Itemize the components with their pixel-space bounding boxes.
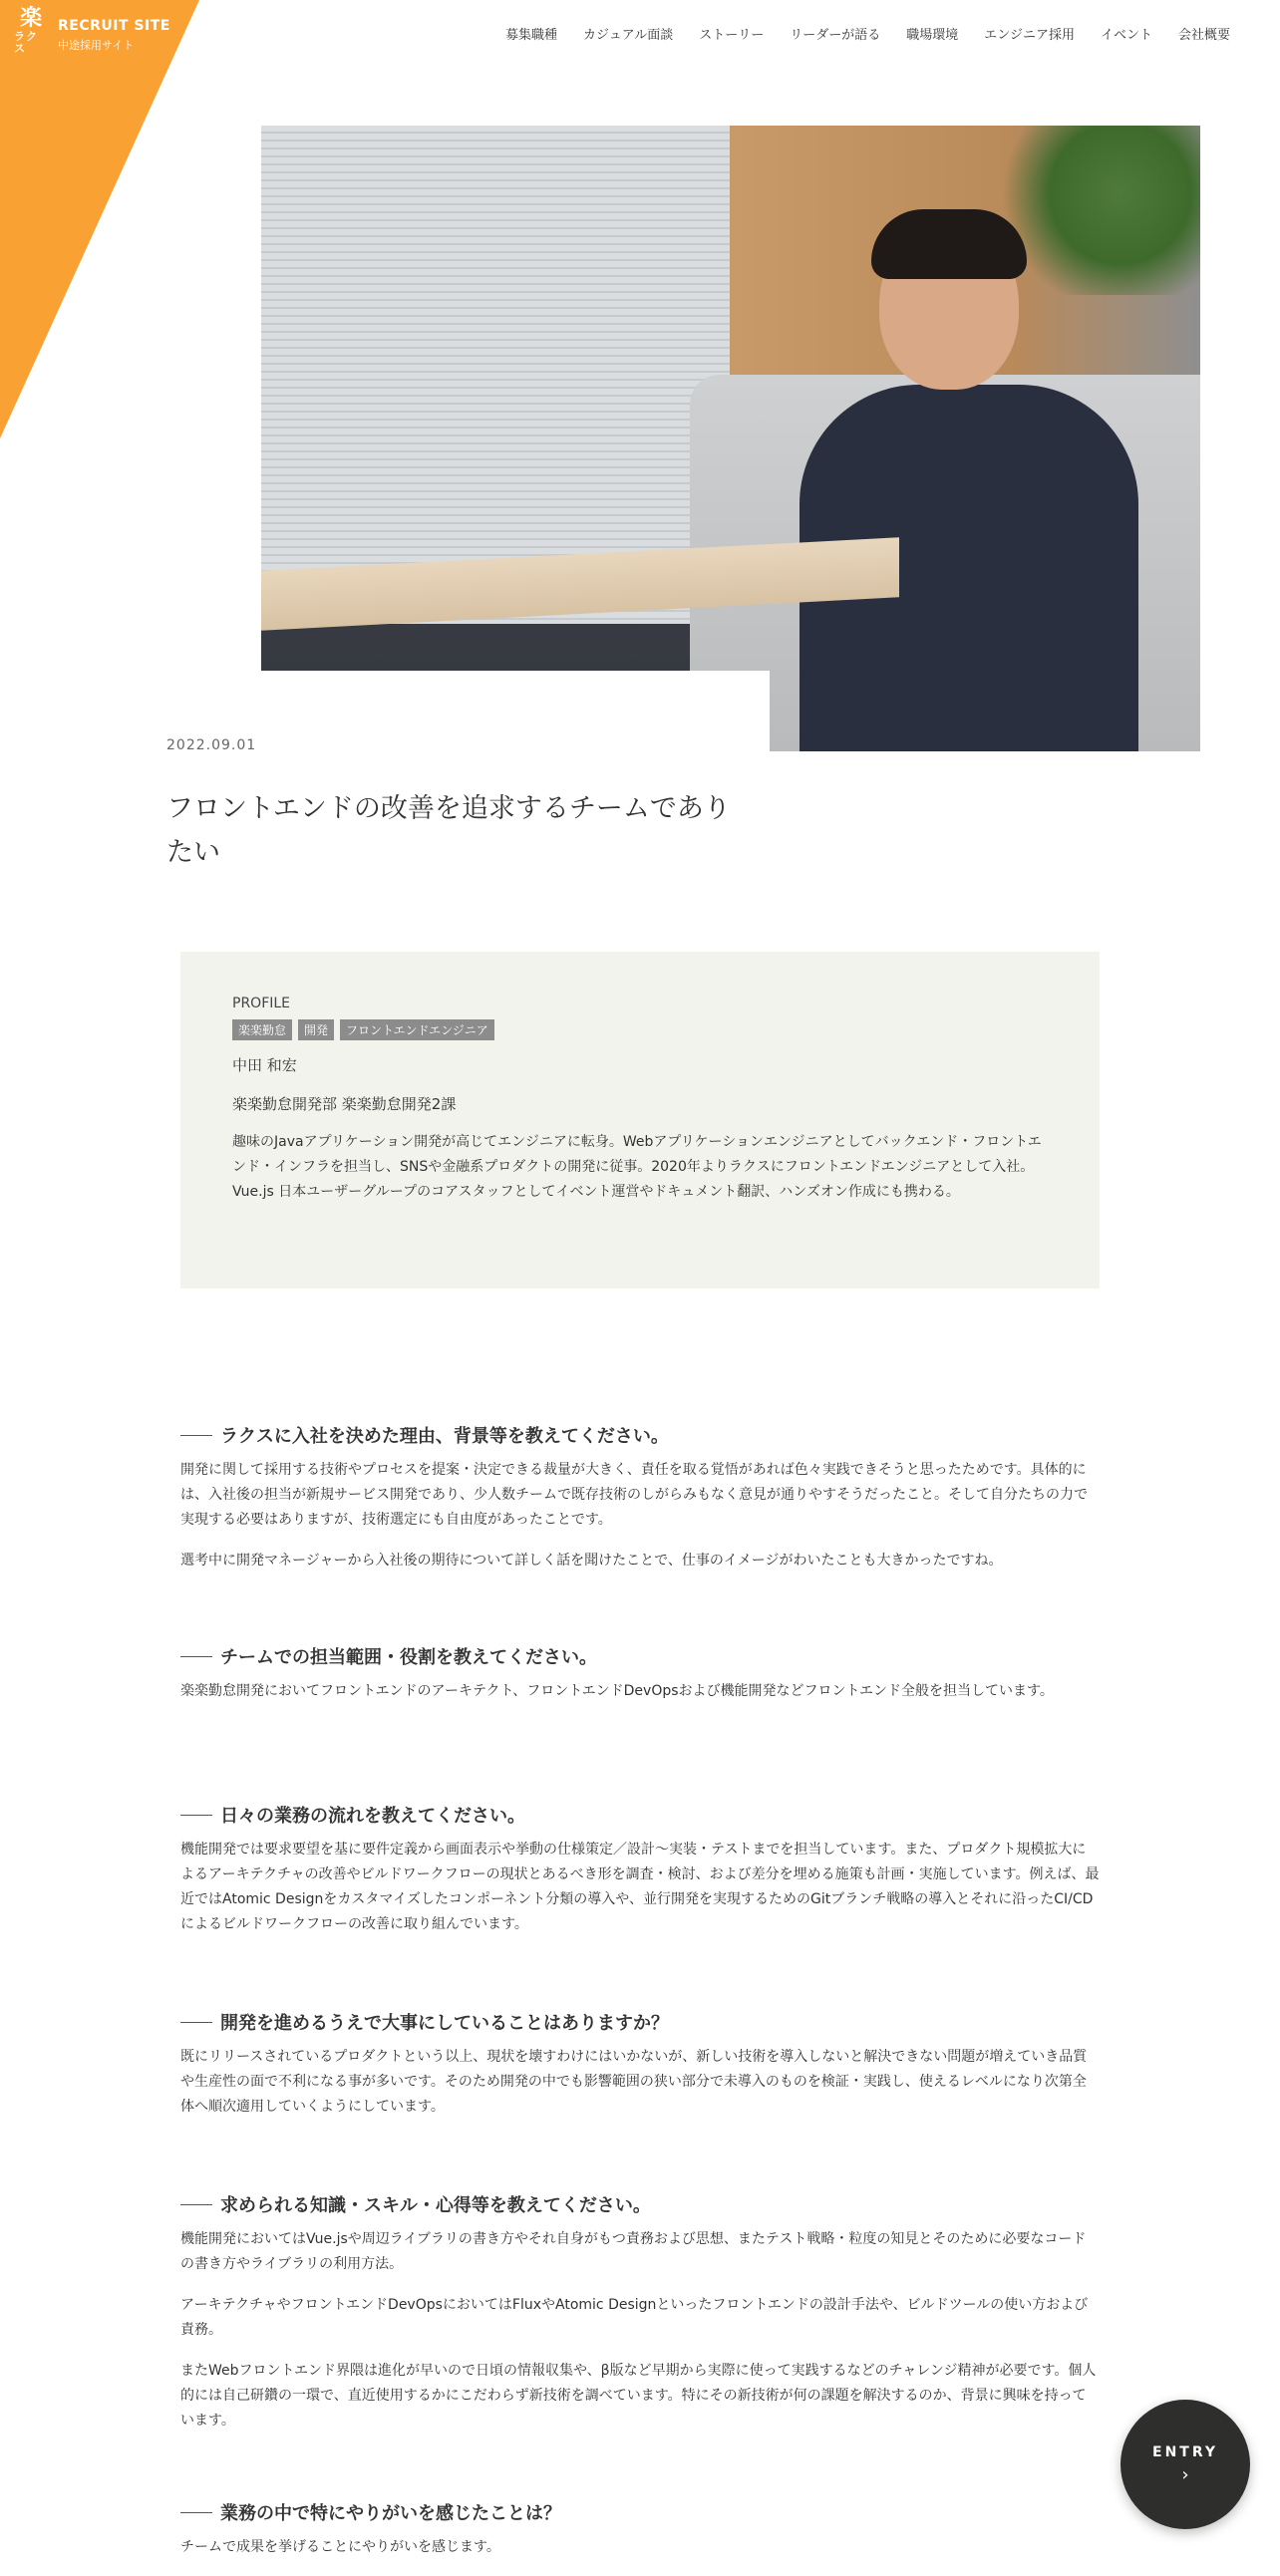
article-title: フロントエンドの改善を追求するチームでありたい <box>166 793 731 868</box>
qa-section <box>180 1643 1100 1720</box>
entry-button[interactable] <box>1120 2400 1250 2529</box>
qa-answer: 既にリリースされているプロダクトという以上、現状を壊すわけにはいかないが、新しい技術を導入しないと解決できない問題が増えていき品質や生産性の面で不利になる事が多いです。そのため開発の中でも影響範囲の狭い部分で未導入のものを検証・実践し、使えるレベルになり次第全体へ順次適用していくようにしています。 <box>180 2049 1088 2115</box>
dash-icon <box>180 1815 212 1816</box>
profile-tag: フロントエンドエンジニア <box>340 1019 494 1040</box>
qa-question <box>180 1802 1100 1828</box>
qa-section <box>180 1802 1100 1953</box>
logo-title: RECRUIT SITE <box>58 18 170 34</box>
logo-mark-kanji: 楽 <box>19 6 42 31</box>
logo-text[interactable] <box>58 18 170 53</box>
qa-answer: 楽楽勤怠開発においてフロントエンドのアーキテクト、フロントエンドDevOpsおよび機能開発などフロントエンド全般を担当しています。 <box>180 1683 1054 1699</box>
qa-answer: アーキテクチャやフロントエンドDevOpsにおいてはFluxやAtomic Designといったフロントエンドの設計手法や、ビルドツールの使い方および責務。 <box>180 2297 1089 2338</box>
dash-icon <box>180 2512 212 2513</box>
nav-item-events[interactable]: イベント <box>1100 28 1152 43</box>
nav-item-engineer-recruitment[interactable]: エンジニア採用 <box>984 28 1075 43</box>
dash-icon <box>180 1435 212 1436</box>
chevron-right-icon: › <box>1181 2463 1189 2485</box>
qa-question <box>180 2009 1100 2035</box>
qa-answer: 機能開発においてはVue.jsや周辺ライブラリの書き方やそれ自身がもつ責務および思想、またテスト戦略・粒度の知見とそのために必要なコードの書き方やライブラリの利用方法。 <box>180 2231 1087 2272</box>
qa-question <box>180 1643 1100 1669</box>
nav-item-leaders[interactable]: リーダーが語る <box>790 28 881 43</box>
qa-section <box>180 2499 1100 2576</box>
profile-label: PROFILE <box>232 996 291 1011</box>
nav-item-story[interactable]: ストーリー <box>699 28 765 43</box>
logo-mark-kana: ラクス <box>14 30 38 55</box>
qa-question <box>180 2191 1100 2217</box>
logo-subtitle: 中途採用サイト <box>58 39 135 52</box>
qa-question-text: ラクスに入社を決めた理由、背景等を教えてください。 <box>220 1426 669 1447</box>
photo-plants <box>1001 126 1200 295</box>
nav-item-company[interactable]: 会社概要 <box>1177 28 1230 43</box>
qa-question-text: 業務の中で特にやりがいを感じたことは？ <box>220 2503 561 2524</box>
photo-person-hair <box>871 209 1027 279</box>
qa-question-text: 日々の業務の流れを教えてください。 <box>220 1806 525 1827</box>
profile-department: 楽楽勤怠開発部 楽楽勤怠開発2課 <box>232 1095 457 1113</box>
dash-icon <box>180 2204 212 2205</box>
qa-answer: 選考中に開発マネージャーから入社後の期待について詳しく話を聞けたことで、仕事のイメージがわいたことも大きかったですね。 <box>180 1553 1003 1569</box>
dash-icon <box>180 1656 212 1657</box>
nav-item-positions[interactable]: 募集職種 <box>504 28 557 43</box>
profile-tag: 楽楽勤怠 <box>232 1019 292 1040</box>
qa-section <box>180 2191 1100 2449</box>
profile-bio: 趣味のJavaアプリケーション開発が高じてエンジニアに転身。Webアプリケーションエンジニアとしてバックエンド・フロントエンド・インフラを担当し、SNSや金融系プロダクトの開発に従事。2020年よりラクスにフロントエンドエンジニアとして入社。Vue.js 日本ユーザーグループのコアスタッフとしてイベント運営やドキュメント翻訳、ハンズオン作成にも携わる。 <box>232 1134 1042 1200</box>
profile-card <box>180 952 1100 1288</box>
qa-question <box>180 2499 1100 2525</box>
qa-question-text: 開発を進めるうえで大事にしていることはありますか？ <box>220 2013 669 2034</box>
profile-tag: 開発 <box>298 1019 334 1040</box>
article-date: 2022.09.01 <box>166 737 257 753</box>
global-nav <box>505 24 1230 43</box>
hero-photo <box>261 126 1200 751</box>
qa-answer: またWebフロントエンド界隈は進化が早いので日頃の情報収集や、β版など早期から実際に使って実践するなどのチャレンジ精神が必要です。個人的には自己研鑽の一環で、直近使用するかにこだわらず新技術を調べています。特にその新技術が何の課題を解決するのか、背景に興味を持っています。 <box>180 2363 1097 2429</box>
dash-icon <box>180 2022 212 2023</box>
entry-label: ENTRY <box>1152 2443 1218 2460</box>
profile-name: 中田 和宏 <box>232 1056 297 1074</box>
qa-question-text: 求められる知識・スキル・心得等を教えてください。 <box>220 2195 651 2216</box>
logo-mark[interactable] <box>14 6 48 55</box>
qa-question <box>180 1422 1100 1448</box>
qa-answer: 機能開発では要求要望を基に要件定義から画面表示や挙動の仕様策定／設計〜実装・テストまでを担当しています。また、プロダクト規模拡大によるアーキテクチャの改善やビルドワークフローの現状とあるべき形を調査・検討、および差分を埋める施策も計画・実施しています。例えば、最近ではAtomic Designをカスタマイズしたコンポーネント分類の導入や、並行開発を実現するためのGitブランチ戦略の導入とそれに沿ったCI/CDによるビルドワークフローの改善に取り組んでいます。 <box>180 1842 1100 1932</box>
photo-cutout <box>261 671 770 751</box>
nav-item-environment[interactable]: 職場環境 <box>906 28 959 43</box>
nav-item-casual-interview[interactable]: カジュアル面談 <box>583 28 674 43</box>
qa-section <box>180 1422 1100 1589</box>
qa-section <box>180 2009 1100 2136</box>
profile-tags <box>232 1019 1048 1040</box>
qa-answer: チームで成果を挙げることにやりがいを感じます。 <box>180 2539 500 2555</box>
qa-question-text: チームでの担当範囲・役割を教えてください。 <box>220 1647 597 1668</box>
logo-background <box>0 0 199 438</box>
qa-answer: 開発に関して採用する技術やプロセスを提案・決定できる裁量が大きく、責任を取る覚悟があれば色々実践できそうと思ったためです。具体的には、入社後の担当が新規サービス開発であり、少人数チームで既存技術のしがらみもなく意見が通りやすそうだったこと。そして自分たちの力で実現する必要はありますが、技術選定にも自由度があったことです。 <box>180 1462 1088 1528</box>
